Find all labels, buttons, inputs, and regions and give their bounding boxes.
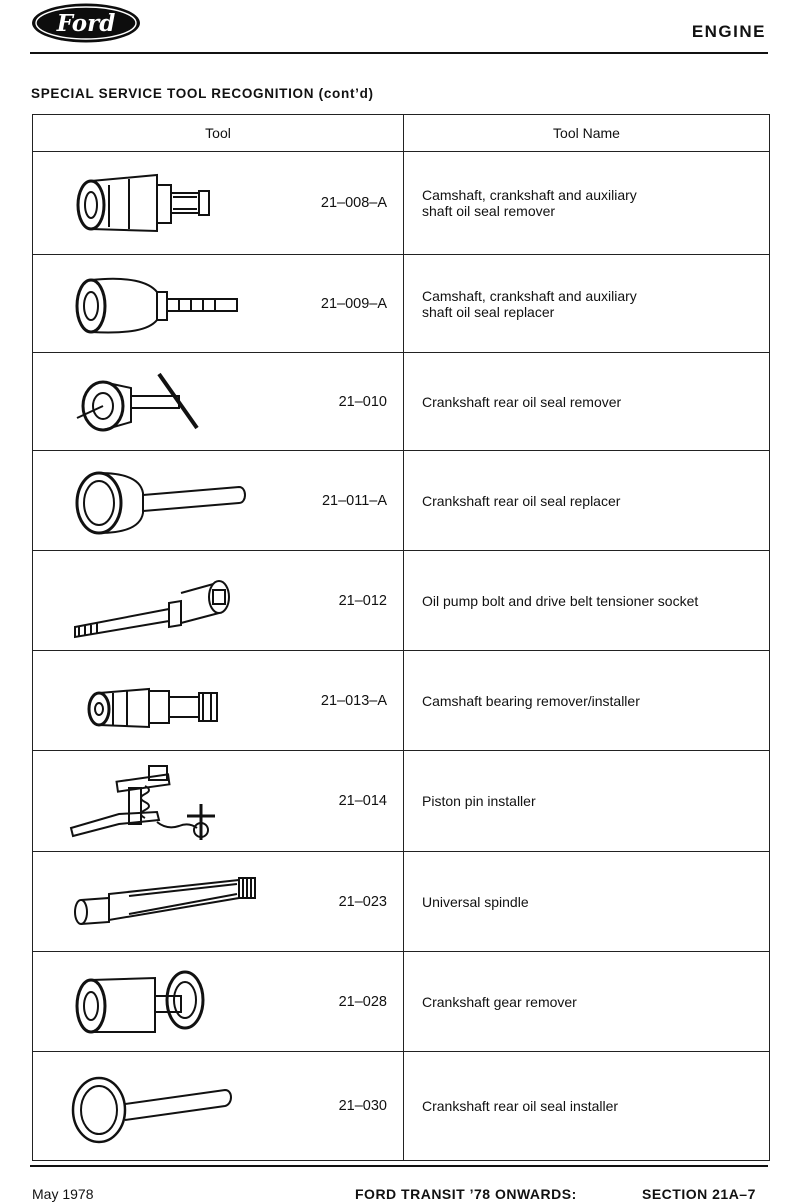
tool-code: 21–013–A [320, 692, 387, 709]
tool-cell [33, 1052, 404, 1161]
table-row [33, 451, 770, 551]
tool-name-line: Piston pin installer [422, 793, 536, 809]
tool-cell [33, 451, 404, 551]
tool-name-line: Crankshaft rear oil seal remover [422, 393, 622, 410]
tool-name-line: shaft oil seal remover [422, 203, 556, 219]
tool-name-line: Universal spindle [422, 893, 529, 910]
tool-name-line: Camshaft, crankshaft and auxiliary [422, 287, 637, 304]
tool-name [404, 852, 770, 952]
tool-cell [33, 255, 404, 353]
tool-code: 21–030 [338, 1098, 387, 1114]
tool-name-line: Crankshaft rear oil seal replacer [422, 492, 621, 509]
tool-name-line: Oil pump bolt and drive belt tensioner socket [422, 592, 699, 609]
column-header-tool: Tool [33, 115, 404, 152]
tool-name-line: Crankshaft rear oil seal installer [422, 1098, 619, 1114]
table-row [33, 152, 770, 255]
tool-name [404, 651, 770, 751]
piston-pin-tool-icon [69, 758, 269, 844]
tool-code: 21–009–A [320, 295, 387, 312]
footer-divider [30, 1165, 768, 1167]
tool-name-line: shaft oil seal replacer [422, 303, 555, 320]
tool-name [404, 1052, 770, 1161]
table-row [33, 551, 770, 651]
footer-section: SECTION 21A–7 [642, 1186, 756, 1202]
cup-drift-tool-icon [69, 461, 269, 541]
tool-table [32, 114, 770, 1161]
tool-code: 21–010 [338, 393, 387, 410]
tool-name [404, 551, 770, 651]
tool-cell [33, 952, 404, 1052]
tool-code: 21–011–A [321, 492, 387, 509]
tbar-puller-tool-icon [69, 362, 269, 442]
tool-cell [33, 751, 404, 852]
table-row [33, 651, 770, 751]
tool-code: 21–008–A [320, 195, 387, 211]
ford-logo [30, 2, 142, 44]
tool-name-line: Crankshaft gear remover [422, 993, 577, 1010]
socket-tool-icon [69, 561, 269, 641]
tool-name [404, 353, 770, 451]
tool-cell [33, 353, 404, 451]
tool-code: 21–023 [338, 893, 387, 910]
footer-date: May 1978 [32, 1186, 94, 1202]
tool-code: 21–014 [338, 793, 387, 809]
footer-publication: FORD TRANSIT ’78 ONWARDS: [355, 1186, 577, 1202]
column-header-tool-name: Tool Name [404, 115, 770, 152]
table-header-row [33, 115, 770, 152]
tool-code: 21–028 [338, 993, 387, 1010]
seal-replacer-tool-icon [69, 264, 269, 344]
seal-remover-tool-icon [69, 163, 269, 243]
bearing-tool-icon [69, 661, 269, 741]
tool-cell [33, 651, 404, 751]
table-row [33, 852, 770, 952]
table-row [33, 952, 770, 1052]
logo-text: Ford [56, 10, 116, 37]
header-divider [30, 52, 768, 54]
gear-remover-tool-icon [69, 962, 269, 1042]
tool-cell [33, 852, 404, 952]
tool-name-line: Camshaft bearing remover/installer [422, 692, 640, 709]
tool-cell [33, 152, 404, 255]
seal-installer-tool-icon [69, 1064, 269, 1148]
section-title: ENGINE [691, 22, 766, 41]
tool-name [404, 451, 770, 551]
tool-name [404, 751, 770, 852]
tool-name [404, 255, 770, 353]
table-row [33, 255, 770, 353]
tool-name-line: Camshaft, crankshaft and auxiliary [422, 187, 637, 203]
table-row [33, 751, 770, 852]
tool-cell [33, 551, 404, 651]
table-row [33, 1052, 770, 1161]
tool-name [404, 952, 770, 1052]
page-heading: SPECIAL SERVICE TOOL RECOGNITION (cont’d) [31, 86, 374, 101]
spindle-tool-icon [69, 862, 269, 942]
table-row [33, 353, 770, 451]
tool-code: 21–012 [338, 592, 387, 609]
tool-name [404, 152, 770, 255]
